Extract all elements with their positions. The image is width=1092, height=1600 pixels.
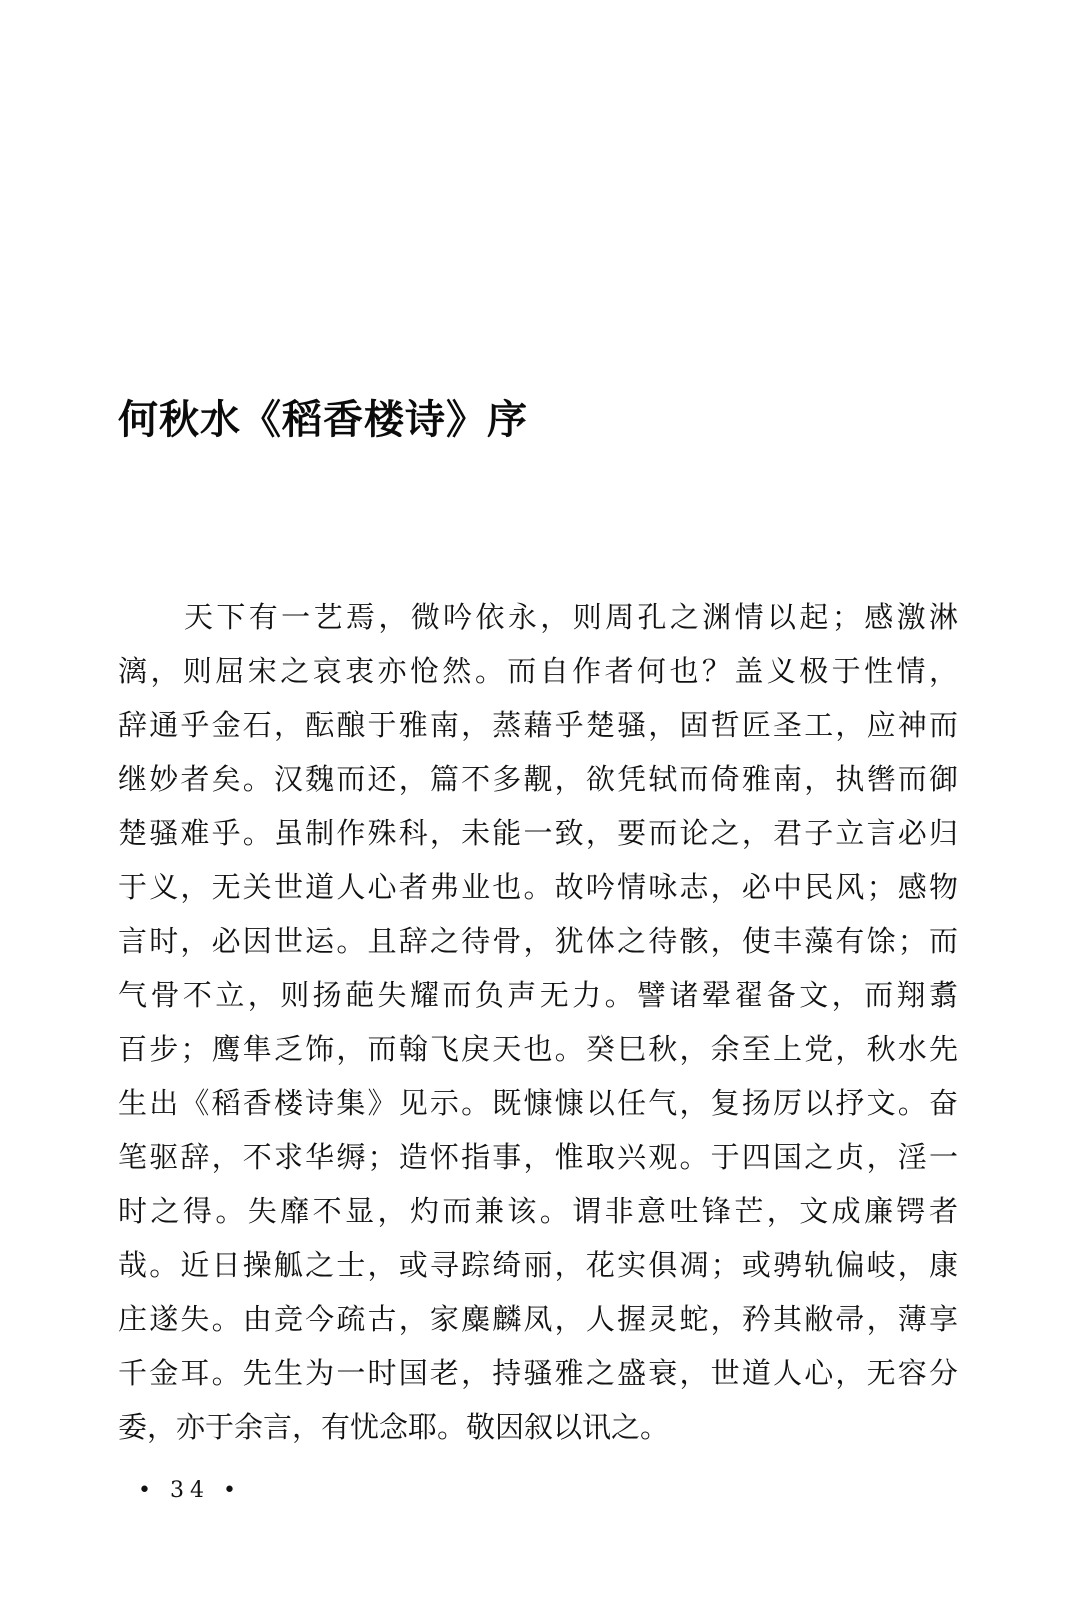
text-line: 哉。近日操觚之士，或寻踪绮丽，花实俱凋；或骋轨偏岐，康 bbox=[118, 1248, 958, 1282]
text-line: 辞通乎金石，酝酿于雅南，蒸藉乎楚骚，固哲匠圣工，应神而 bbox=[118, 708, 958, 742]
text-line: 于义，无关世道人心者弗业也。故吟情咏志，必中民风；感物 bbox=[118, 870, 958, 904]
text-line: 时之得。失靡不显，灼而兼该。谓非意吐锋芒，文成廉锷者 bbox=[118, 1194, 958, 1228]
text-line: 气骨不立，则扬葩失耀而负声无力。譬诸翚翟备文，而翔翥 bbox=[118, 978, 958, 1012]
text-line: 继妙者矣。汉魏而还，篇不多觏，欲凭轼而倚雅南，执辔而御 bbox=[118, 762, 958, 796]
body-text bbox=[118, 590, 958, 1454]
text-line: 生出《稻香楼诗集》见示。既慷慷以任气，复扬厉以抒文。奋 bbox=[118, 1086, 958, 1120]
text-line: 笔驱辞，不求华缛；造怀指事，惟取兴观。于四国之贞，淫一 bbox=[118, 1140, 958, 1174]
text-line: 天下有一艺焉，微吟依永，则周孔之渊情以起；感激淋 bbox=[184, 600, 958, 634]
text-line: 委，亦于余言，有忧念耶。敬因叙以讯之。 bbox=[118, 1410, 670, 1444]
page-number: • 34 • bbox=[138, 1478, 242, 1503]
text-line: 漓，则屈宋之哀衷亦怆然。而自作者何也？盖义极于性情， bbox=[118, 654, 958, 688]
text-line: 楚骚难乎。虽制作殊科，未能一致，要而论之，君子立言必归 bbox=[118, 816, 958, 850]
text-line: 言时，必因世运。且辞之待骨，犹体之待骸，使丰藻有馀；而 bbox=[118, 924, 958, 958]
text-line: 百步；鹰隼乏饰，而翰飞戾天也。癸巳秋，余至上党，秋水先 bbox=[118, 1032, 958, 1066]
document-title: 何秋水《稻香楼诗》序 bbox=[118, 397, 528, 443]
text-line: 千金耳。先生为一时国老，持骚雅之盛衰，世道人心，无容分 bbox=[118, 1356, 958, 1390]
text-line: 庄遂失。由竞今疏古，家麋麟凤，人握灵蛇，矜其敝帚，薄享 bbox=[118, 1302, 958, 1336]
